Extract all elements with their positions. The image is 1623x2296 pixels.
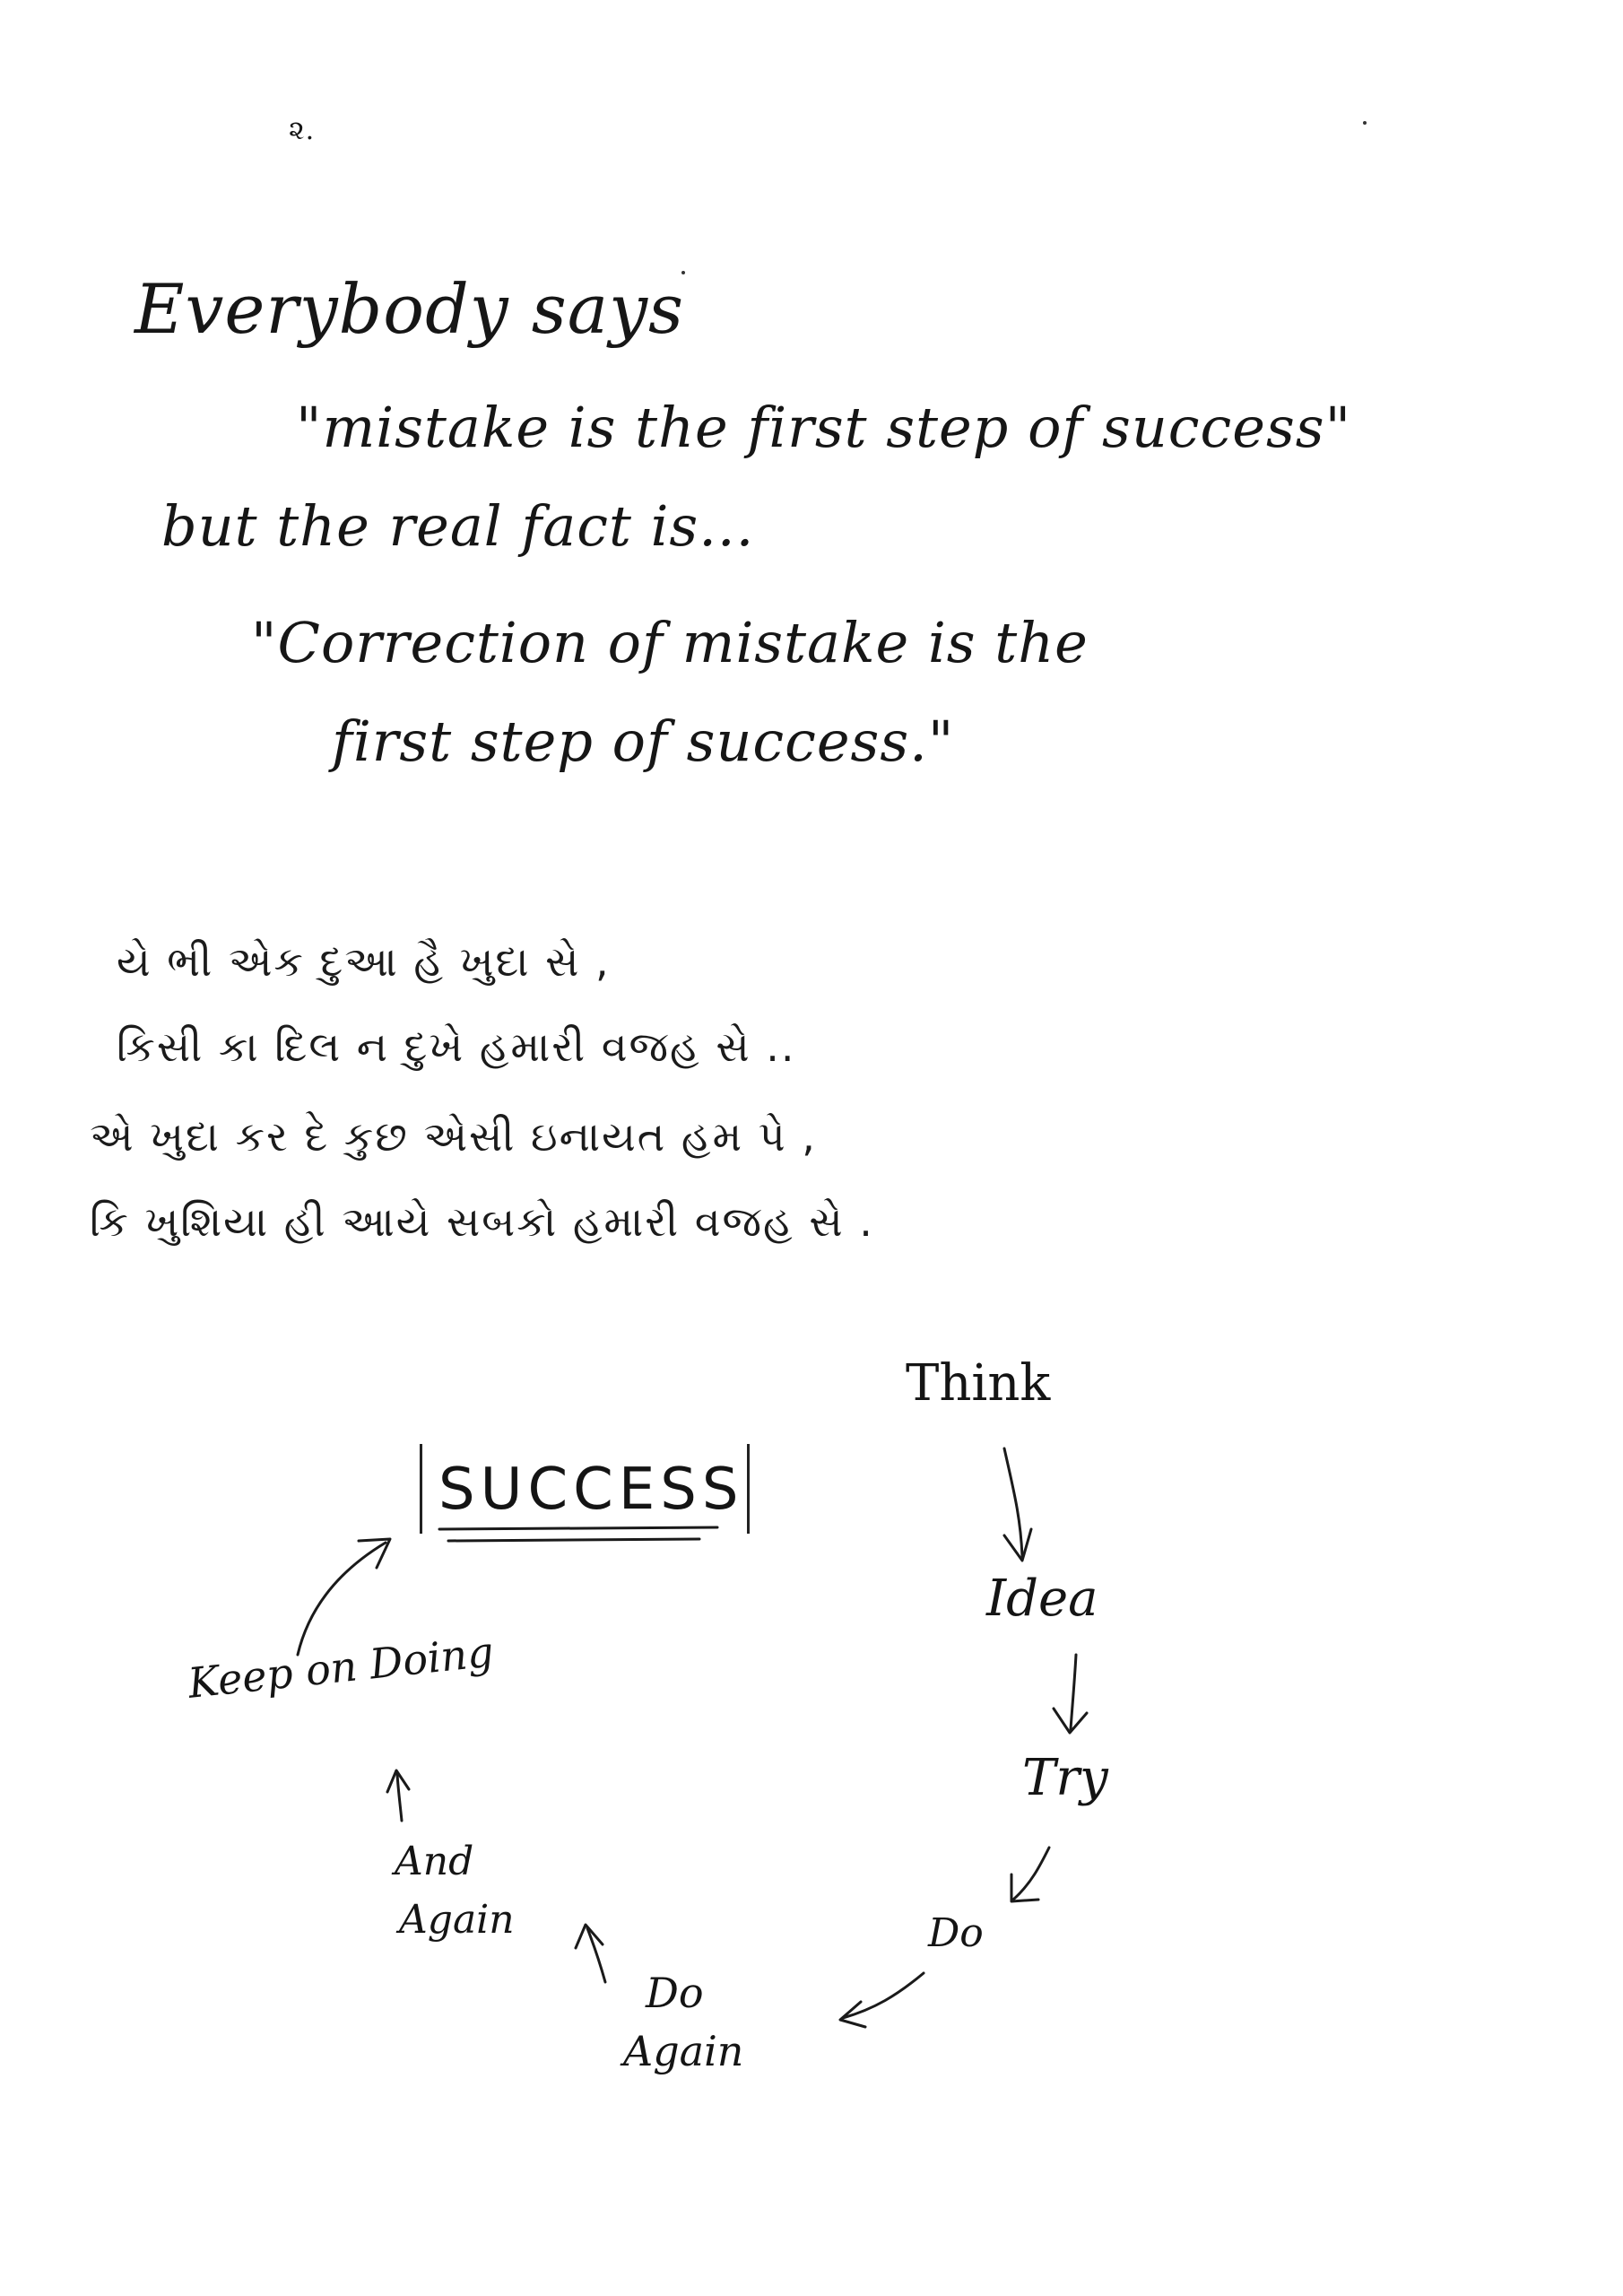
success-underline-2 (448, 1539, 699, 1541)
arrow-keepon-to-success (298, 1543, 386, 1655)
quote-line-5: first step of success." (332, 709, 955, 774)
idea-label: Idea (986, 1570, 1098, 1628)
poem-line-2: કિસી કા દિલ ન દુખે હમારી વજહ સે .. (117, 1022, 796, 1071)
do-again-label-do: Do (646, 1969, 704, 2017)
success-label: SUCCESS (438, 1457, 744, 1523)
success-cycle-diagram (0, 1300, 1623, 2197)
arrow-idea-to-try (1071, 1655, 1076, 1729)
cycle-arrows (0, 1300, 1623, 2197)
quote-line-3: but the real fact is... (161, 493, 755, 559)
arrowhead-think-to-idea (1004, 1529, 1031, 1561)
quote-line-2: "mistake is the first step of success" (296, 395, 1352, 460)
quote-line-4: "Correction of mistake is the (251, 610, 1089, 675)
page-number: ૨. (289, 115, 316, 146)
quote-line-1: Everybody says (135, 269, 685, 349)
poem-line-3: એ ખુદા કર દે કુછ એસી ઇનાયત હમ પે , (90, 1112, 817, 1161)
stray-mark-2 (1363, 121, 1367, 125)
success-box (420, 1444, 750, 1534)
poem-line-1: યે ભી એક દુઆ હૈ ખુદા સે , (117, 937, 611, 986)
try-label: Try (1022, 1749, 1108, 1807)
and-again-label-again: Again (399, 1897, 515, 1943)
and-again-label-and: And (395, 1839, 474, 1884)
poem-line-4: કિ ખુશિયા હી આયે સબકો હમારી વજહ સે . (90, 1197, 874, 1246)
arrow-andagain-to-keepon (397, 1774, 402, 1821)
arrow-do-to-doagain (843, 1973, 924, 2018)
keep-on-doing-label: Keep on Doing (186, 1627, 496, 1708)
do-again-label-again: Again (623, 2027, 744, 2075)
arrow-try-to-do (1013, 1848, 1049, 1900)
think-label: Think (906, 1354, 1051, 1413)
do-label: Do (928, 1910, 984, 1956)
